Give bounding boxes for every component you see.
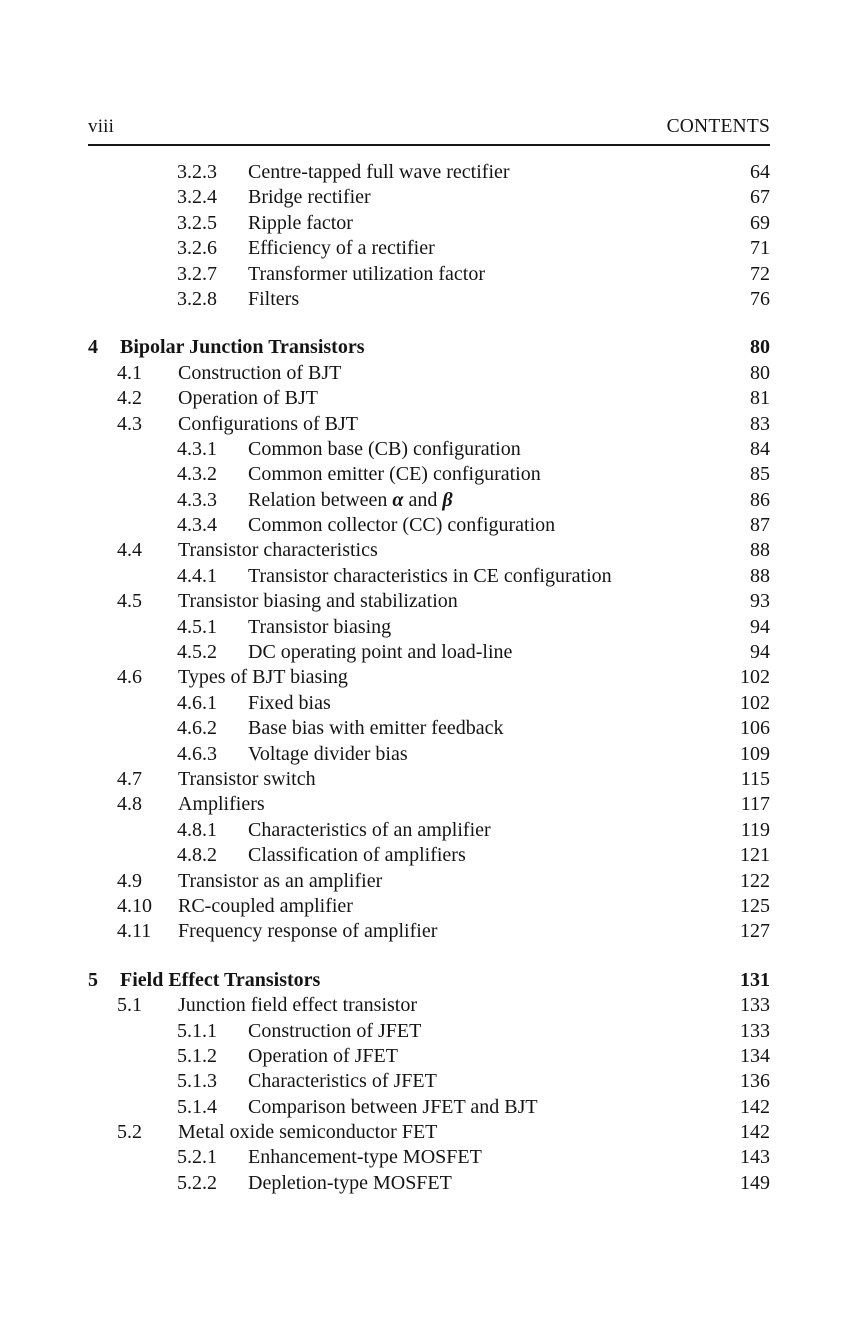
- entry-number: 4.9: [117, 869, 142, 892]
- entry-number: 4: [88, 336, 98, 359]
- entry-page-number: 102: [740, 691, 770, 714]
- toc-entry: [88, 1019, 770, 1044]
- toc-entry: [88, 993, 770, 1018]
- entry-number: 5.1: [117, 994, 142, 1017]
- entry-title: Field Effect Transistors: [120, 968, 321, 991]
- entry-page-number: 87: [750, 514, 770, 537]
- entry-page-number: 143: [740, 1146, 770, 1169]
- entry-number: 3.2.5: [177, 211, 217, 234]
- entry-page-number: 80: [750, 361, 770, 384]
- toc-list: [88, 160, 770, 1196]
- running-head: CONTENTS: [666, 116, 770, 137]
- entry-title: Amplifiers: [178, 793, 265, 816]
- toc-entry: [88, 1171, 770, 1196]
- entry-page-number: 83: [750, 412, 770, 435]
- entry-page-number: 149: [740, 1171, 770, 1194]
- entry-number: 4.4: [117, 539, 142, 562]
- entry-number: 4.6.2: [177, 717, 217, 740]
- entry-title: Construction of BJT: [178, 361, 342, 384]
- entry-number: 4.8: [117, 793, 142, 816]
- entry-title: Transistor biasing: [248, 615, 392, 638]
- entry-page-number: 122: [740, 869, 770, 892]
- entry-number: 5.2.2: [177, 1171, 217, 1194]
- entry-number: 4.5.2: [177, 641, 217, 664]
- entry-title: Transistor characteristics in CE configuration: [248, 564, 612, 587]
- entry-page-number: 88: [750, 539, 770, 562]
- entry-title: Configurations of BJT: [178, 412, 358, 435]
- entry-title: DC operating point and load-line: [248, 641, 513, 664]
- entry-title: Voltage divider bias: [248, 742, 408, 765]
- toc-entry: [88, 615, 770, 640]
- entry-title: Relation between α and β: [248, 488, 453, 511]
- entry-title: Comparison between JFET and BJT: [248, 1095, 538, 1118]
- toc-entry: [88, 894, 770, 919]
- toc-entry: [88, 919, 770, 944]
- entry-page-number: 131: [740, 968, 770, 991]
- entry-title: Junction field effect transistor: [178, 994, 418, 1017]
- entry-title: Characteristics of an amplifier: [248, 818, 491, 841]
- entry-page-number: 81: [750, 387, 770, 410]
- entry-title: Bipolar Junction Transistors: [120, 336, 365, 359]
- entry-title: Frequency response of amplifier: [178, 920, 438, 943]
- entry-page-number: 136: [740, 1070, 770, 1093]
- entry-number: 4.3: [117, 412, 142, 435]
- entry-title: Centre-tapped full wave rectifier: [248, 161, 510, 183]
- entry-title: Depletion-type MOSFET: [248, 1171, 452, 1194]
- toc-entry: [88, 361, 770, 386]
- entry-page-number: 109: [740, 742, 770, 765]
- entry-page-number: 115: [740, 767, 770, 790]
- entry-page-number: 119: [740, 818, 770, 841]
- entry-number: 5.2: [117, 1121, 142, 1144]
- toc-entry: [88, 818, 770, 843]
- entry-number: 4.3.2: [177, 463, 217, 486]
- entry-number: 3.2.7: [177, 262, 217, 285]
- toc-entry: [88, 792, 770, 817]
- entry-number: 5.2.1: [177, 1146, 217, 1169]
- entry-page-number: 72: [750, 262, 770, 285]
- toc-entry: [88, 1095, 770, 1120]
- toc-entry: [88, 185, 770, 210]
- entry-number: 4.1: [117, 361, 142, 384]
- entry-number: 4.10: [117, 894, 152, 917]
- entry-title: RC-coupled amplifier: [178, 894, 353, 917]
- toc-entry: [88, 488, 770, 513]
- entry-number: 3.2.8: [177, 287, 217, 310]
- toc-entry: [88, 691, 770, 716]
- entry-title: Transistor as an amplifier: [178, 869, 383, 892]
- entry-number: 4.6: [117, 666, 142, 689]
- entry-page-number: 102: [740, 666, 770, 689]
- entry-title: Common emitter (CE) configuration: [248, 463, 541, 486]
- entry-page-number: 134: [740, 1044, 770, 1067]
- entry-number: 5.1.3: [177, 1070, 217, 1093]
- entry-page-number: 125: [740, 894, 770, 917]
- entry-title: Metal oxide semiconductor FET: [178, 1121, 438, 1144]
- entry-title: Fixed bias: [248, 691, 331, 714]
- toc-entry: [88, 513, 770, 538]
- entry-page-number: 142: [740, 1095, 770, 1118]
- entry-title: Transistor switch: [178, 767, 316, 790]
- entry-title: Operation of JFET: [248, 1044, 398, 1067]
- toc-entry: [88, 1145, 770, 1170]
- entry-number: 4.6.1: [177, 691, 217, 714]
- toc-entry: [88, 742, 770, 767]
- entry-number: 3.2.4: [177, 186, 217, 209]
- entry-title: Characteristics of JFET: [248, 1070, 437, 1093]
- entry-number: 4.8.2: [177, 844, 217, 867]
- entry-title: Common collector (CC) configuration: [248, 514, 556, 537]
- entry-page-number: 69: [750, 211, 770, 234]
- toc-entry: [88, 412, 770, 437]
- toc-entry: [88, 843, 770, 868]
- entry-page-number: 133: [740, 1019, 770, 1042]
- entry-title: Construction of JFET: [248, 1019, 422, 1042]
- folio-page-number: viii: [88, 116, 115, 137]
- toc-entry: [88, 287, 770, 312]
- entry-title: Classification of amplifiers: [248, 844, 466, 867]
- entry-title: Base bias with emitter feedback: [248, 717, 504, 740]
- entry-number: 4.3.3: [177, 488, 217, 511]
- entry-page-number: 86: [750, 488, 770, 511]
- entry-page-number: 84: [750, 437, 770, 460]
- entry-title: Transistor biasing and stabilization: [178, 590, 458, 613]
- entry-page-number: 88: [750, 564, 770, 587]
- entry-page-number: 117: [740, 793, 770, 816]
- entry-page-number: 93: [750, 590, 770, 613]
- entry-title: Filters: [248, 287, 300, 310]
- entry-page-number: 80: [750, 336, 770, 359]
- entry-title: Common base (CB) configuration: [248, 437, 521, 460]
- entry-title: Transformer utilization factor: [248, 262, 485, 285]
- entry-page-number: 127: [740, 920, 770, 943]
- entry-number: 4.2: [117, 387, 142, 410]
- entry-number: 3.2.3: [177, 161, 217, 183]
- greek-letter: β: [442, 488, 453, 511]
- entry-title: Operation of BJT: [178, 387, 318, 410]
- entry-number: 3.2.6: [177, 237, 217, 260]
- entry-number: 4.5.1: [177, 615, 217, 638]
- entry-page-number: 133: [740, 994, 770, 1017]
- entry-page-number: 94: [750, 641, 770, 664]
- toc-entry: [88, 665, 770, 690]
- toc-entry: [88, 564, 770, 589]
- entry-number: 5.1.2: [177, 1044, 217, 1067]
- toc-entry: [88, 869, 770, 894]
- toc-entry: [88, 767, 770, 792]
- greek-letter: α: [392, 488, 404, 511]
- toc-entry: [88, 640, 770, 665]
- toc-entry: [88, 538, 770, 563]
- entry-number: 5.1.1: [177, 1019, 217, 1042]
- entry-number: 4.11: [117, 920, 152, 943]
- entry-page-number: 71: [750, 237, 770, 260]
- entry-page-number: 121: [740, 844, 770, 867]
- page-header: [88, 112, 770, 138]
- entry-number: 4.3.1: [177, 437, 217, 460]
- toc-entry: [88, 968, 770, 993]
- entry-page-number: 67: [750, 186, 770, 209]
- entry-title: Types of BJT biasing: [178, 666, 348, 689]
- entry-number: 4.7: [117, 767, 142, 790]
- toc-entry: [88, 1120, 770, 1145]
- entry-page-number: 64: [750, 161, 770, 183]
- entry-number: 4.3.4: [177, 514, 217, 537]
- toc-entry: [88, 386, 770, 411]
- entry-number: 4.5: [117, 590, 142, 613]
- header-rule: [88, 144, 770, 146]
- entry-number: 4.6.3: [177, 742, 217, 765]
- toc-entry: [88, 160, 770, 185]
- toc-entry: [88, 1069, 770, 1094]
- entry-page-number: 76: [750, 287, 770, 310]
- toc-entry: [88, 462, 770, 487]
- toc-entry: [88, 262, 770, 287]
- toc-entry: [88, 236, 770, 261]
- toc-entry: [88, 437, 770, 462]
- toc-entry: [88, 1044, 770, 1069]
- entry-page-number: 106: [740, 717, 770, 740]
- entry-page-number: 85: [750, 463, 770, 486]
- toc-entry: [88, 716, 770, 741]
- entry-title: Bridge rectifier: [248, 186, 371, 209]
- toc-entry: [88, 589, 770, 614]
- entry-title: Efficiency of a rectifier: [248, 237, 435, 260]
- entry-title: Transistor characteristics: [178, 539, 378, 562]
- entry-number: 4.4.1: [177, 564, 217, 587]
- entry-number: 5.1.4: [177, 1095, 217, 1118]
- entry-title: Enhancement-type MOSFET: [248, 1146, 482, 1169]
- toc-entry: [88, 211, 770, 236]
- entry-page-number: 142: [740, 1121, 770, 1144]
- toc-entry: [88, 335, 770, 360]
- entry-number: 4.8.1: [177, 818, 217, 841]
- entry-number: 5: [88, 968, 98, 991]
- entry-title: Ripple factor: [248, 211, 353, 234]
- entry-page-number: 94: [750, 615, 770, 638]
